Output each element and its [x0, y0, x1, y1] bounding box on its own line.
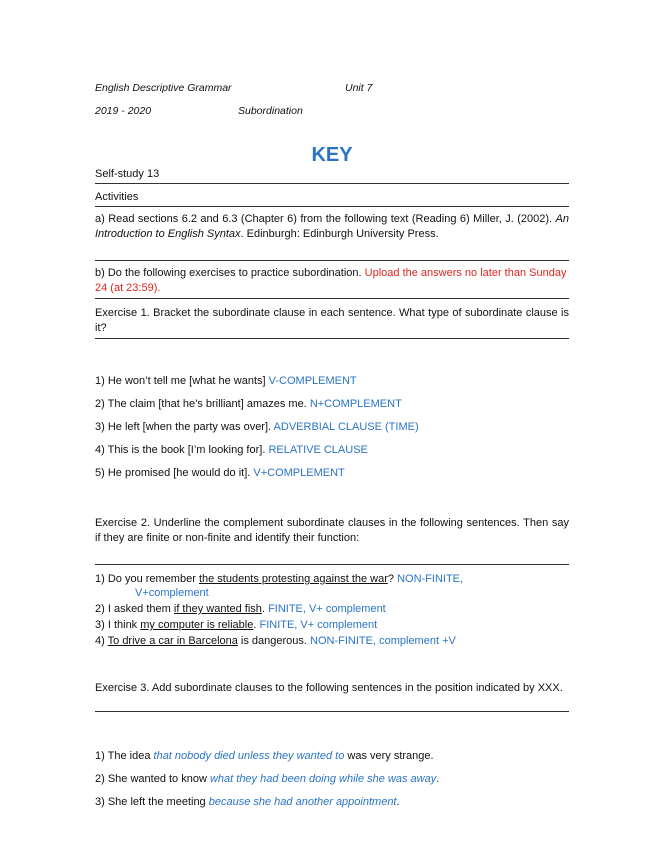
divider: [95, 564, 569, 565]
sentence: 1) He won’t tell me [what he wants]: [95, 375, 266, 387]
sentence-start: 3) I think: [95, 619, 141, 631]
divider: [95, 338, 569, 339]
divider: [95, 711, 569, 712]
sentence-start: 1) The idea: [95, 750, 154, 762]
list-item: [95, 795, 575, 818]
divider: [95, 298, 569, 299]
topic-label: Subordination: [238, 105, 303, 117]
list-item: [95, 397, 575, 420]
sentence: 3) He left [when the party was over].: [95, 421, 272, 433]
sentence: 2) The claim [that he’s brilliant] amazes me.: [95, 398, 307, 410]
underlined-clause: the students protesting against the war: [198, 573, 388, 585]
sentence: 4) This is the book [I’m looking for].: [95, 444, 266, 456]
answer: NON-FINITE, complement +V: [310, 635, 456, 647]
sentence-end: .: [253, 619, 257, 631]
exercise3-instruction: Exercise 3. Add subordinate clauses to the following sentences in the position indicated by XXX.: [95, 682, 563, 694]
list-item: [95, 634, 575, 648]
list-item: [95, 466, 575, 489]
sentence-end: was very strange.: [344, 750, 434, 762]
sentence-end: is dangerous.: [237, 635, 307, 647]
item-b: [95, 266, 569, 296]
deadline-text: Upload the answers no later than Sunday 24 (at 23:59).: [95, 267, 567, 294]
sentence-end: ?: [387, 573, 395, 585]
divider: [95, 206, 569, 207]
unit-label: Unit 7: [345, 82, 373, 94]
list-item: [95, 572, 575, 600]
answer: NON-FINITE,: [397, 573, 464, 585]
answer: V+COMPLEMENT: [253, 467, 345, 479]
exercise2-list: [95, 572, 575, 648]
answer: FINITE, V+ complement: [268, 603, 386, 615]
answer: FINITE, V+ complement: [259, 619, 378, 631]
underlined-clause: if they wanted fish: [173, 603, 262, 615]
exercise3-list: [95, 749, 575, 818]
answer: ADVERBIAL CLAUSE (TIME): [273, 421, 419, 433]
sentence: 5) He promised [he would do it].: [95, 467, 251, 479]
exercise2-instruction: Exercise 2. Underline the complement subordinate clauses in the following sentences. Then say if they are finite or non-finite and identify their function:: [95, 517, 569, 544]
sentence-start: 4): [95, 635, 108, 647]
answer: that nobody died unless they wanted to: [153, 750, 345, 762]
list-item: [95, 772, 575, 795]
answer: N+COMPLEMENT: [309, 398, 402, 410]
answer: because she had another appointment: [208, 796, 397, 808]
divider: [95, 260, 569, 261]
list-item: [95, 749, 575, 772]
sentence-start: 1) Do you remember: [95, 573, 199, 585]
item-a: [95, 212, 569, 242]
academic-year: 2019 - 2020: [95, 105, 152, 117]
item-a-text: a) Read sections 6.2 and 6.3 (Chapter 6) from the following text (Reading 6) Miller, J. (2002).: [95, 213, 553, 225]
sentence-start: 3) She left the meeting: [95, 796, 209, 808]
list-item: [95, 443, 575, 466]
exercise1-instruction: Exercise 1. Bracket the subordinate clause in each sentence. What type of subordinate clause is it?: [95, 307, 569, 334]
sentence-end: .: [261, 603, 265, 615]
list-item: [95, 420, 575, 443]
list-item: [95, 602, 575, 616]
underlined-clause: my computer is reliable: [140, 619, 254, 631]
course-title: English Descriptive Grammar: [95, 82, 232, 94]
answer-continued: V+complement: [135, 587, 209, 599]
underlined-clause: To drive a car in Barcelona: [107, 635, 238, 647]
sentence-start: 2) She wanted to know: [95, 773, 210, 785]
item-a-publisher: . Edinburgh: Edinburgh University Press.: [240, 228, 439, 240]
sentence-end: .: [436, 773, 440, 785]
item-b-text: b) Do the following exercises to practice subordination.: [95, 267, 362, 279]
divider: [95, 183, 569, 184]
book-title: An Introduction to English Syntax: [95, 213, 569, 240]
answer: RELATIVE CLAUSE: [268, 444, 368, 456]
sentence-end: .: [396, 796, 400, 808]
activities-label: Activities: [95, 191, 139, 203]
sentence-start: 2) I asked them: [95, 603, 174, 615]
page-title: KEY: [311, 144, 353, 166]
list-item: [95, 374, 575, 397]
exercise1-list: [95, 374, 575, 489]
answer: V-COMPLEMENT: [268, 375, 357, 387]
list-item: [95, 618, 575, 632]
answer: what they had been doing while she was away: [209, 773, 437, 785]
self-study-label: Self-study 13: [95, 168, 160, 180]
